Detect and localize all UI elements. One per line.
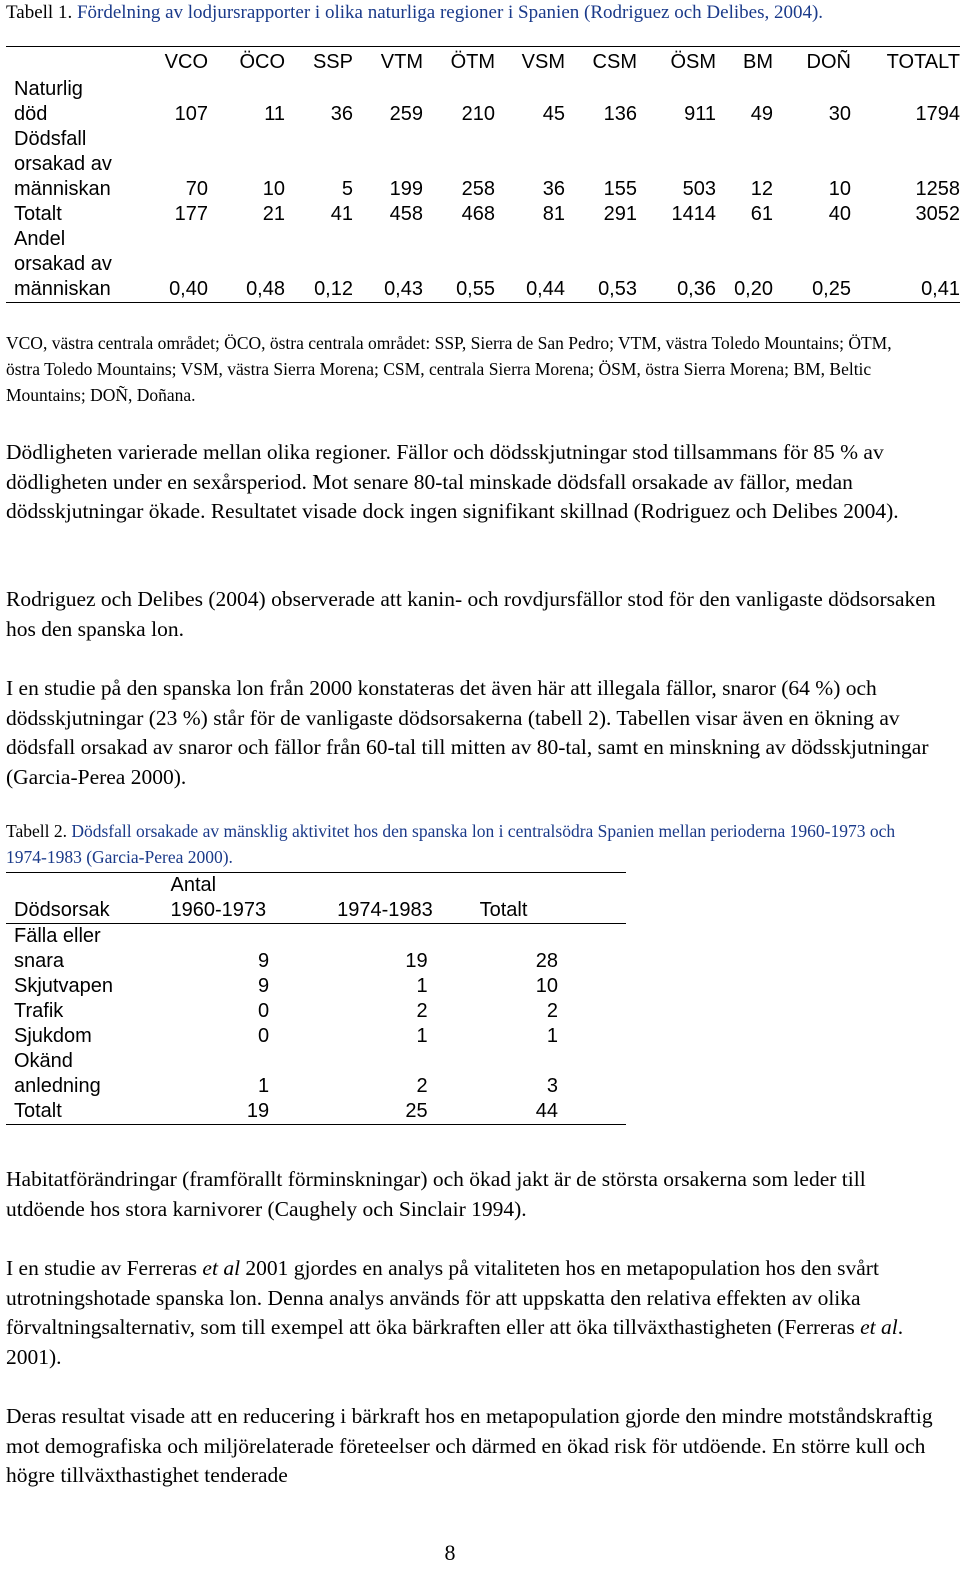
table2-caption-label: Tabell 2.: [6, 821, 67, 841]
table1-cell: 0,41: [851, 227, 960, 303]
paragraph-italic: et al: [202, 1256, 241, 1280]
table1-col-header: ÖTM: [423, 47, 495, 78]
table1-cell: 458: [389, 203, 423, 225]
table2-cell: 2: [546, 1000, 558, 1022]
table1-caption-label: Tabell 1.: [6, 2, 73, 23]
paragraph-text: 2001 gjordes en analys på vitaliteten hos en metapopulation hos den svårt utrotningshotade spanska lon. Denna analys används för att uppskatta den relativa effekten av olika förvaltningsalternativ, som till exempel att öka bärkraften eller att öka tillväxthastigheten (Ferreras: [6, 1256, 879, 1339]
table1-cell: 136: [603, 103, 637, 125]
table1-cell: 45: [542, 103, 565, 125]
table1-cell: 0,55: [423, 227, 495, 303]
table2-cell: 2: [416, 1075, 428, 1097]
table1-cell: 503: [682, 178, 716, 200]
table1-cell: 11: [264, 103, 285, 125]
table2-cell: 9: [257, 950, 270, 972]
table1-col-header: VCO: [126, 47, 208, 78]
paragraph-text: I en studie av Ferreras: [6, 1256, 203, 1280]
table1-caption-text: Fördelning av lodjursrapporter i olika naturliga regioner i Spanien (Rodriguez och Delibes, 2004).: [76, 2, 824, 23]
table1-col-header: ÖSM: [637, 47, 716, 78]
table1-cell: 5: [341, 178, 353, 200]
table2-cell: 25: [327, 1099, 452, 1125]
table1-cell: 3052: [915, 203, 960, 225]
table1-cell: 0,12: [285, 227, 353, 303]
table1-cell: 107: [174, 103, 208, 125]
table1-row-label: Andel orsakad av människan: [6, 227, 126, 303]
table2-cell: 44: [453, 1099, 626, 1125]
table2-row-label: Okänd anledning: [14, 1050, 101, 1097]
table1-row-label: Naturlig död: [14, 78, 83, 125]
table1-cell: 21: [262, 203, 285, 225]
table1-cell: 12: [750, 178, 773, 200]
table2-row-label: Skjutvapen: [14, 975, 113, 997]
table1-cell: 0,25: [773, 227, 851, 303]
table1-cell: 468: [461, 203, 495, 225]
table2-col-header: Dödsorsak: [6, 898, 160, 924]
table2-cell: 1: [257, 1075, 270, 1097]
table2-header-group-row: [6, 873, 626, 899]
table1-cell: 0,43: [353, 227, 423, 303]
table2-row: [6, 1049, 626, 1099]
table1-row: [6, 227, 960, 303]
table2-header-blank: [327, 873, 452, 899]
table1-cell: 291: [603, 203, 637, 225]
table2-cell: 3: [546, 1075, 558, 1097]
table1-cell: 258: [461, 178, 495, 200]
paragraph: Dödligheten varierade mellan olika regioner. Fällor och dödsskjutningar stod tillsammans för 85 % av dödligheten under en sexårsperiod. Mot senare 80-tal minskade dödsfall orsakade av fällor, medan dödsskjutningar ökade. Resultatet visade dock ingen signifikant skillnad (Rodriguez och Delibes 2004).: [6, 440, 899, 523]
table2-header-blank: [453, 873, 626, 899]
table2-cell: 1: [416, 1025, 428, 1047]
page-number: 8: [444, 1540, 456, 1565]
paragraph: Deras resultat visade att en reducering i bärkraft hos en metapopulation gjorde den mindre motståndskraftig mot demografiska och miljörelaterade företeelser och därmed en ökad risk för utdöende. En större kull och högre tillväxthastighet tenderade: [6, 1404, 933, 1487]
table1-cell: 911: [684, 103, 716, 125]
table2-header-group: Antal: [160, 873, 327, 899]
table1-col-header: SSP: [285, 47, 353, 78]
table1-caption: [6, 0, 906, 26]
table2-row: [6, 1024, 626, 1049]
table1-cell: 1794: [915, 103, 960, 125]
table1-cell: 0,20: [716, 227, 773, 303]
table2-col-header: Totalt: [453, 898, 626, 924]
paragraph: Habitatförändringar (framförallt förminskningar) och ökad jakt är de största orsakerna som leder till utdöende hos stora karnivorer (Caughely och Sinclair 1994).: [6, 1167, 866, 1221]
table1-cell: 0,53: [565, 227, 637, 303]
table2-row: [6, 974, 626, 999]
table1-row: [6, 127, 960, 202]
paragraph-text: . 2001).: [6, 1315, 904, 1369]
table2-row-label: Totalt: [6, 1099, 160, 1125]
table2-cell: 19: [405, 950, 428, 972]
table2-cell: 2: [416, 1000, 428, 1022]
table2-col-header: 1960-1973: [160, 898, 327, 924]
table1-cell: 177: [174, 203, 208, 225]
table2-caption-text: Dödsfall orsakade av mänsklig aktivitet hos den spanska lon i centralsödra Spanien mellan perioderna 1960-1973 och 1974-1983 (Garcia-Perea 2000).: [6, 821, 896, 867]
table1-col-header: BM: [716, 47, 773, 78]
table1-col-header: VTM: [353, 47, 423, 78]
table1-col-header: TOTALT: [851, 47, 960, 78]
table1-col-header: DOÑ: [773, 47, 851, 78]
table1-cell: 36: [542, 178, 565, 200]
paragraph: I en studie på den spanska lon från 2000 konstateras det även här att illegala fällor, snaror (64 %) och dödsskjutningar (23 %) står för de vanligaste dödsorsakerna (tabell 2). Tabellen visar även en ökning av dödsfall orsakad av snaror och fällor från 60-tal till mitten av 80-tal, samt en minskning av dödsskjutningar (Garcia-Perea 2000).: [6, 676, 929, 789]
table2-cell: 10: [535, 975, 558, 997]
table1-row-label: Totalt: [14, 203, 62, 225]
table1-cell: 49: [750, 103, 773, 125]
table1-header-row: [6, 47, 960, 78]
table2-cell: 1: [416, 975, 428, 997]
table1-cell: 81: [542, 203, 565, 225]
table2-row: [6, 1099, 626, 1125]
table1-cell: 61: [750, 203, 773, 225]
table2-row: [6, 999, 626, 1024]
paragraph: Rodriguez och Delibes (2004) observerade att kanin- och rovdjursfällor stod för den vanligaste dödsorsaken hos den spanska lon.: [6, 587, 936, 641]
paragraph: [6, 1254, 946, 1372]
table2-caption: [6, 818, 906, 870]
table1-cell: 1258: [915, 178, 960, 200]
table1-cell: 210: [461, 103, 495, 125]
table2-row: [6, 924, 626, 975]
table2-col-header: 1974-1983: [327, 898, 452, 924]
table1-row: [6, 202, 960, 227]
table2-cell: 19: [160, 1099, 327, 1125]
table2-cell: 28: [535, 950, 558, 972]
table2-row-label: Trafik: [14, 1000, 64, 1022]
table2: [6, 872, 626, 1125]
table1-cell: 30: [828, 103, 851, 125]
table2-cell: 9: [257, 975, 270, 997]
table2-header-row: [6, 898, 626, 924]
table1-cell: 0,48: [208, 227, 285, 303]
table1-abbreviations: VCO, västra centrala området; ÖCO, östra centrala området: SSP, Sierra de San Pedro; VTM, västra Toledo Mountains; ÖTM, östra Toledo Mountains; VSM, västra Sierra Morena; CSM, centrala Sierra Morena; ÖSM, östra Sierra Morena; BM, Beltic Mountains; DOÑ, Doñana.: [6, 333, 892, 405]
table1-cell: 70: [185, 178, 208, 200]
table1-cell: 0,40: [126, 227, 208, 303]
table1-col-header: ÖCO: [208, 47, 285, 78]
table2-row-label: Sjukdom: [14, 1025, 92, 1047]
table2-cell: 1: [546, 1025, 558, 1047]
table1-cell: 10: [262, 178, 285, 200]
table1-row-label: Dödsfall orsakad av människan: [14, 128, 112, 200]
table1-cell: 199: [389, 178, 423, 200]
table1-cell: 41: [330, 203, 353, 225]
table1-cell: 0,36: [637, 227, 716, 303]
table1-col-header: CSM: [565, 47, 637, 78]
table1-cell: 259: [389, 103, 423, 125]
paragraph-italic: et al: [860, 1315, 898, 1339]
table2-row-label: Fälla eller snara: [14, 925, 101, 972]
table1-col-header: VSM: [495, 47, 565, 78]
table1-cell: 1414: [671, 203, 716, 225]
table1-cell: 36: [330, 103, 353, 125]
table1-header-blank: [6, 47, 126, 78]
table2-cell: 0: [257, 1000, 270, 1022]
table1-row: [6, 77, 960, 127]
table1-cell: 10: [828, 178, 851, 200]
table1: [6, 46, 960, 303]
table2-header-blank: [6, 873, 160, 899]
table1-cell: 155: [603, 178, 637, 200]
table2-cell: 0: [257, 1025, 270, 1047]
table1-cell: 0,44: [495, 227, 565, 303]
table1-cell: 40: [828, 203, 851, 225]
